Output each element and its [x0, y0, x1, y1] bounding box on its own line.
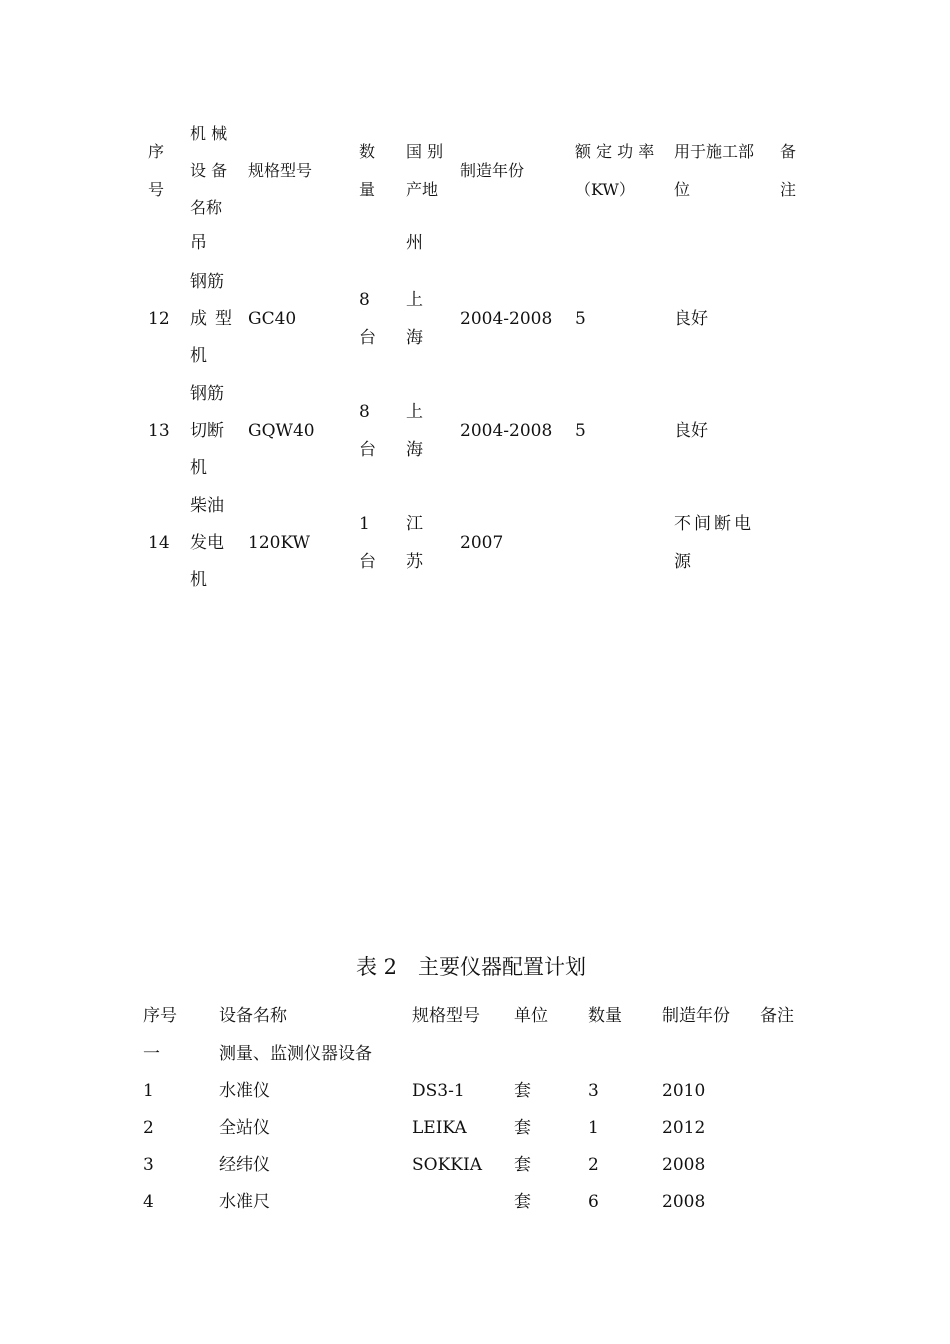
t1-row-usage-1: 良好 [674, 421, 708, 441]
t1-row-name-3: 机 [190, 570, 207, 590]
t1-row-power: 5 [575, 309, 586, 329]
t2-row-name: 测量、监测仪器设备 [219, 1044, 372, 1064]
t2-header-name: 设备名称 [219, 1006, 287, 1026]
t1-header-remark-1: 备 [780, 142, 797, 161]
t1-row-name-2: 发电 [190, 533, 224, 553]
t1-row-usage-1: 不间断电 [674, 514, 754, 534]
t1-row-origin-1: 上 [406, 290, 423, 310]
t1-header-remark-2: 注 [780, 180, 797, 199]
t1-row-name-2: 切断 [190, 421, 224, 441]
t1-header-qty-2: 量 [359, 180, 376, 199]
t2-row-year: 2010 [662, 1081, 706, 1101]
t1-row-seq: 14 [148, 533, 170, 553]
t2-header-remark: 备注 [760, 1006, 794, 1026]
t2-row-seq: 4 [143, 1192, 154, 1212]
t1-row-model: 120KW [248, 533, 311, 553]
t2-row-name: 水准尺 [219, 1192, 270, 1212]
t2-row-name: 经纬仪 [219, 1155, 270, 1175]
t1-row-name-3: 机 [190, 346, 207, 366]
t2-row-year: 2008 [662, 1192, 706, 1212]
t2-row-qty: 3 [588, 1081, 599, 1101]
t2-row-seq: 2 [143, 1118, 154, 1138]
t1-row-origin-2: 苏 [406, 552, 423, 572]
t2-row-unit: 套 [514, 1155, 531, 1175]
t1-row-origin-2: 海 [406, 440, 423, 460]
t1-header-power-1: 额 定 功 率 [575, 142, 655, 161]
t2-header-model: 规格型号 [412, 1006, 480, 1026]
t2-row-name: 水准仪 [219, 1081, 270, 1101]
t2-row-model: DS3-1 [412, 1081, 465, 1101]
t1-row-name-1: 钢筋 [190, 384, 224, 404]
t1-header-seq-1: 序 [148, 142, 165, 161]
t1-row-origin-1: 上 [406, 402, 423, 422]
t1-header-name-2: 设 备 [190, 161, 228, 180]
t1-row-model: GQW40 [248, 421, 315, 441]
t2-header-year: 制造年份 [662, 1006, 730, 1026]
t2-header-qty: 数量 [588, 1006, 622, 1026]
t1-row-usage-1: 良好 [674, 309, 708, 329]
t2-row-qty: 1 [588, 1118, 599, 1138]
t1-row-power: 5 [575, 421, 586, 441]
t2-row-year: 2008 [662, 1155, 706, 1175]
t2-row-year: 2012 [662, 1118, 706, 1138]
t1-header-year: 制造年份 [460, 161, 525, 180]
t2-row-model: LEIKA [412, 1118, 467, 1138]
t2-row-name: 全站仪 [219, 1118, 270, 1138]
t1-row-seq: 12 [148, 309, 170, 329]
t2-header-seq: 序号 [143, 1006, 177, 1026]
t1-row-name-2: 成型 [190, 309, 240, 329]
t1-header-power-2: （KW） [575, 180, 635, 199]
t1-row-qty-2: 台 [359, 552, 376, 572]
t2-row-unit: 套 [514, 1118, 531, 1138]
t2-row-unit: 套 [514, 1192, 531, 1212]
t2-row-seq: 1 [143, 1081, 154, 1101]
t1-header-model: 规格型号 [248, 161, 313, 180]
t1-row-name-1: 柴油 [190, 496, 224, 516]
t1-row-qty-1: 8 [359, 290, 370, 310]
t1-row-origin-1: 江 [406, 514, 423, 534]
t1-row-qty-2: 台 [359, 328, 376, 348]
t1-carry-name: 吊 [190, 233, 207, 253]
t1-row-name-3: 机 [190, 458, 207, 478]
t2-row-qty: 2 [588, 1155, 599, 1175]
t1-row-year: 2004-2008 [460, 421, 553, 441]
t1-row-year: 2004-2008 [460, 309, 553, 329]
t1-header-name-3: 名称 [190, 198, 223, 217]
t2-row-seq: 3 [143, 1155, 154, 1175]
t1-row-name-1: 钢筋 [190, 272, 224, 292]
t2-row-model: SOKKIA [412, 1155, 482, 1175]
table2-title: 表 2 主要仪器配置计划 [356, 955, 587, 979]
t1-row-seq: 13 [148, 421, 170, 441]
t1-header-usage-1: 用于施工部 [674, 142, 755, 161]
t1-header-origin-1: 国 别 [406, 142, 444, 161]
t1-row-qty-1: 8 [359, 402, 370, 422]
t2-header-unit: 单位 [514, 1006, 548, 1026]
t1-row-model: GC40 [248, 309, 297, 329]
t1-row-qty-2: 台 [359, 440, 376, 460]
t1-row-usage-2: 源 [674, 552, 691, 572]
t2-row-qty: 6 [588, 1192, 599, 1212]
t2-row-unit: 套 [514, 1081, 531, 1101]
t1-header-qty-1: 数 [359, 142, 376, 161]
t1-header-seq-2: 号 [148, 180, 165, 199]
t1-header-usage-2: 位 [674, 180, 691, 199]
t1-header-origin-2: 产地 [406, 180, 439, 199]
t2-row-seq: 一 [143, 1044, 160, 1064]
t1-header-name-1: 机 械 [190, 124, 228, 143]
t1-row-qty-1: 1 [359, 514, 370, 534]
t1-carry-origin: 州 [406, 233, 423, 253]
t1-row-origin-2: 海 [406, 328, 423, 348]
t1-row-year: 2007 [460, 533, 504, 553]
